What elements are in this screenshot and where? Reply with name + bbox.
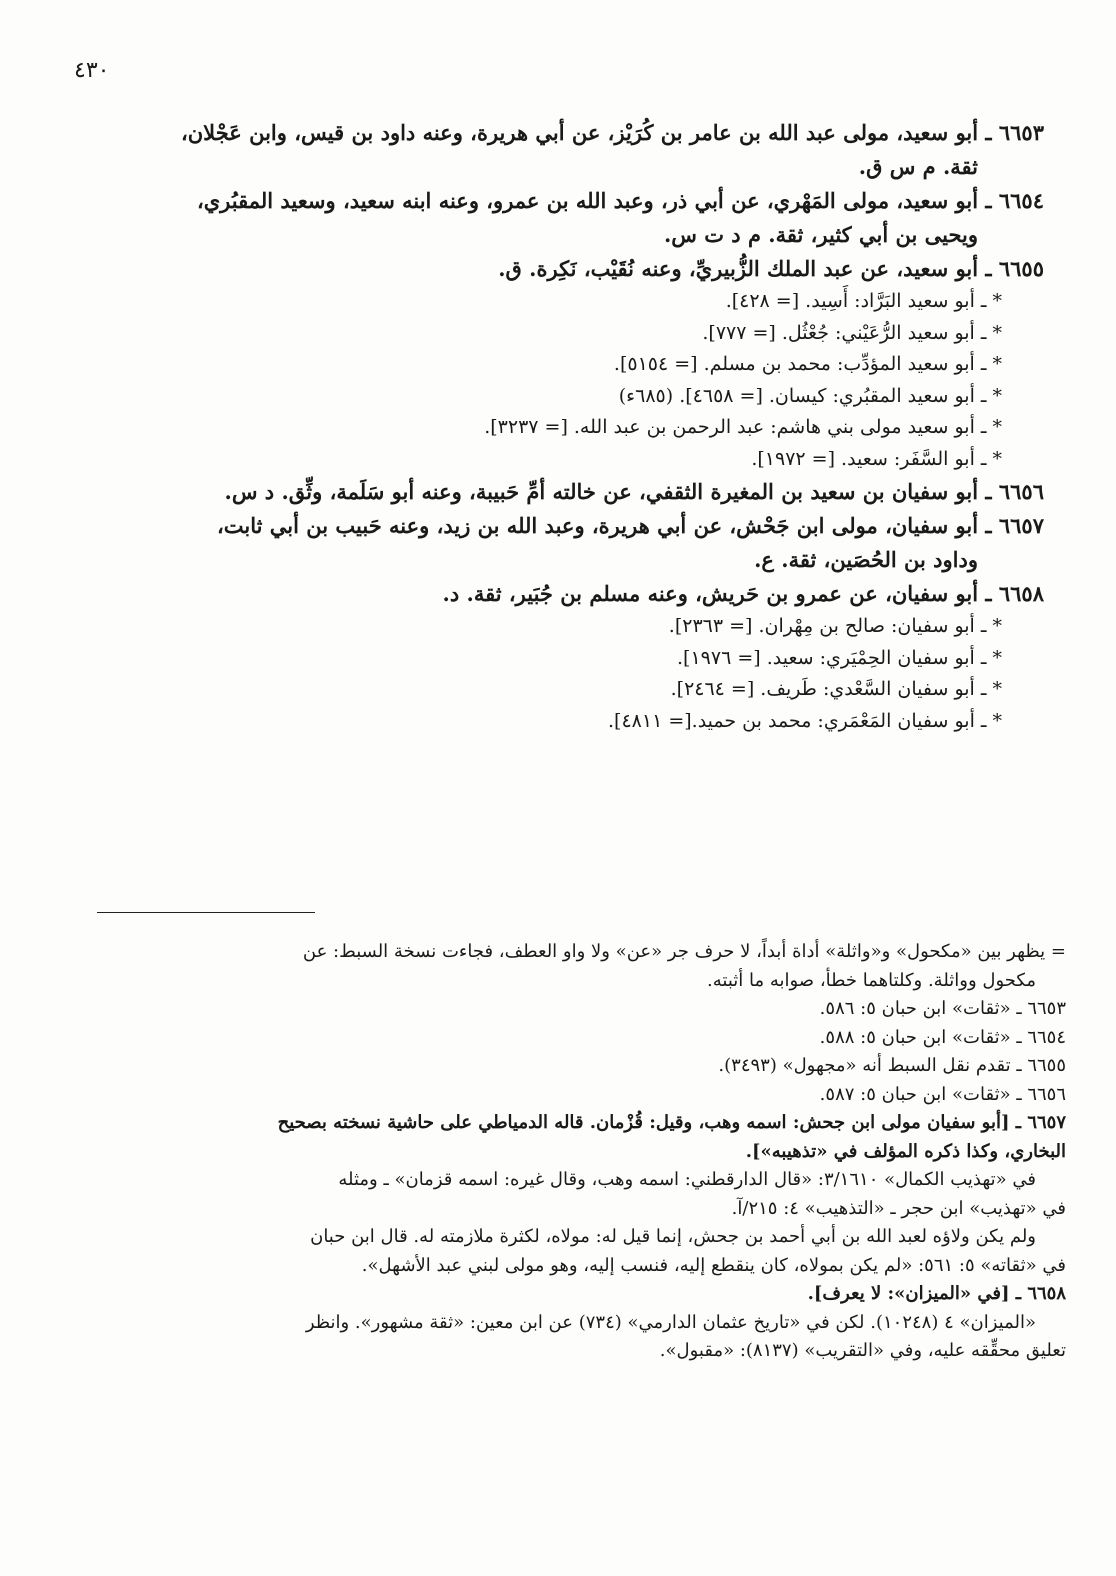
- entry-6657: [74, 509, 1044, 577]
- entry-line: ٦٦٥٨ ـ أبو سفيان، عن عمرو بن حَريش، وعنه مسلم بن جُبَير، ثقة. د.: [442, 581, 1044, 606]
- main-text: [74, 116, 1044, 737]
- footnote-line: «الميزان» ٤ (١٠٢٤٨). لكن في «تاريخ عثمان الدارمي» (٧٣٤) عن ابن معين: «ثقة مشهور». وانظر: [305, 1311, 1036, 1333]
- cross-reference: * ـ أبو سفيان: صالح بن مِهْران. [= ٢٣٦٣].: [668, 615, 1002, 637]
- entry-line: ثقة. م س ق.: [858, 154, 978, 179]
- entry-line: ٦٦٥٤ ـ أبو سعيد، مولى المَهْري، عن أبي ذر، وعبد الله بن عمرو، وعنه ابنه سعيد، وسعيد المقبُري،: [196, 188, 1044, 213]
- footnote-line: ٦٦٥٦ ـ «ثقات» ابن حبان ٥: ٥٨٧.: [819, 1083, 1066, 1105]
- cross-reference: * ـ أبو سعيد المقبُري: كيسان. [= ٤٦٥٨]. (٦٨٥ء): [618, 384, 1002, 407]
- page-number: ٤٣٠: [74, 58, 110, 83]
- entry-6654: [74, 184, 1044, 252]
- footnote-line: ولم يكن ولاؤه لعبد الله بن أبي أحمد بن جحش، إنما قيل له: مولاه، لكثرة ملازمته له. قال ابن حبان: [310, 1226, 1036, 1247]
- footnote-line: ٦٦٥٤ ـ «ثقات» ابن حبان ٥: ٥٨٨.: [819, 1026, 1066, 1048]
- cross-reference: * ـ أبو سعيد المؤدِّب: محمد بن مسلم. [= ٥١٥٤].: [613, 353, 1002, 375]
- footnote-line: مكحول وواثلة. وكلتاهما خطأ، صوابه ما أثبته.: [707, 969, 1036, 991]
- cross-reference-list: [74, 286, 1044, 475]
- footnote-line: = يظهر بين «مكحول» و«واثلة» أداة أبداً، لا حرف جر «عن» ولا واو العطف، فجاءت نسخة السبط: عن: [302, 941, 1066, 962]
- cross-reference: * ـ أبو سفيان المَعْمَري: محمد بن حميد.[= ٤٨١١].: [608, 709, 1002, 732]
- entry-line: ٦٦٥٦ ـ أبو سفيان بن سعيد بن المغيرة الثقفي، عن خالته أمِّ حَبيبة، وعنه أبو سَلَمة، وثِّق. د س.: [224, 479, 1044, 504]
- entry-6656: [74, 475, 1044, 509]
- footnote-line: في «تهذيب الكمال» ٣/١٦١٠: «قال الدارقطني: اسمه وهب، وقال غيره: اسمه قزمان» ـ ومثله: [338, 1169, 1036, 1190]
- footnote-line: ٦٦٥٣ ـ «ثقات» ابن حبان ٥: ٥٨٦.: [819, 998, 1066, 1019]
- footnote-separator: [97, 912, 315, 913]
- footnote-line: في «ثقاته» ٥: ٥٦١: «لم يكن بمولاه، كان ينقطع إليه، فنسب إليه، وهو مولى لبني عبد الأشهل».: [361, 1254, 1066, 1276]
- entry-6653: [74, 116, 1044, 184]
- cross-reference-list: [74, 611, 1044, 737]
- footnote-line: ٦٦٥٨ ـ [في «الميزان»: لا يعرف].: [807, 1283, 1066, 1304]
- cross-reference: * ـ أبو سعيد الرُّعَيْني: جُعْثُل. [= ٧٧٧].: [702, 321, 1002, 344]
- footnotes: [50, 938, 1066, 1366]
- cross-reference: * ـ أبو السَّفَر: سعيد. [= ١٩٧٢].: [751, 447, 1002, 470]
- cross-reference: * ـ أبو سفيان الحِمْيَري: سعيد. [= ١٩٧٦].: [677, 646, 1002, 669]
- footnote-line: في «تهذيب» ابن حجر ـ «التذهيب» ٤: ٢١٥/آ.: [731, 1197, 1066, 1219]
- footnote-line: ٦٦٥٥ ـ تقدم نقل السبط أنه «مجهول» (٣٤٩٣).: [718, 1055, 1066, 1076]
- cross-reference: * ـ أبو سعيد مولى بني هاشم: عبد الرحمن بن عبد الله. [= ٣٢٣٧].: [484, 416, 1002, 438]
- footnote-line: البخاري، وكذا ذكره المؤلف في «تذهيبه»].: [745, 1140, 1066, 1162]
- footnote-line: تعليق محقِّقه عليه، وفي «التقريب» (٨١٣٧): «مقبول».: [659, 1340, 1066, 1361]
- cross-reference: * ـ أبو سفيان السَّعْدي: طَريف. [= ٢٤٦٤].: [670, 678, 1002, 700]
- entry-6655: [74, 252, 1044, 286]
- entry-line: ويحيى بن أبي كثير، ثقة. م د ت س.: [663, 222, 978, 247]
- footnote-line: ٦٦٥٧ ـ [أبو سفيان مولى ابن جحش: اسمه وهب، وقيل: قُزْمان. قاله الدمياطي على حاشية نسخته بصحيح: [277, 1112, 1066, 1133]
- entry-line: وداود بن الحُصَين، ثقة. ع.: [754, 547, 978, 572]
- cross-reference: * ـ أبو سعيد البَرَّاد: أَسِيد. [= ٤٢٨].: [725, 290, 1002, 312]
- entry-line: ٦٦٥٣ ـ أبو سعيد، مولى عبد الله بن عامر بن كُرَيْز، عن أبي هريرة، وعنه داود بن قيس، وابن عَجْلان،: [180, 120, 1044, 145]
- entry-6658: [74, 577, 1044, 611]
- entry-line: ٦٦٥٥ ـ أبو سعيد، عن عبد الملك الزُّبيريِّ، وعنه نُقَيْب، نَكِرة. ق.: [498, 256, 1044, 281]
- entry-line: ٦٦٥٧ ـ أبو سفيان، مولى ابن جَحْش، عن أبي هريرة، وعبد الله بن زيد، وعنه حَبيب بن أبي ثابت،: [216, 513, 1044, 538]
